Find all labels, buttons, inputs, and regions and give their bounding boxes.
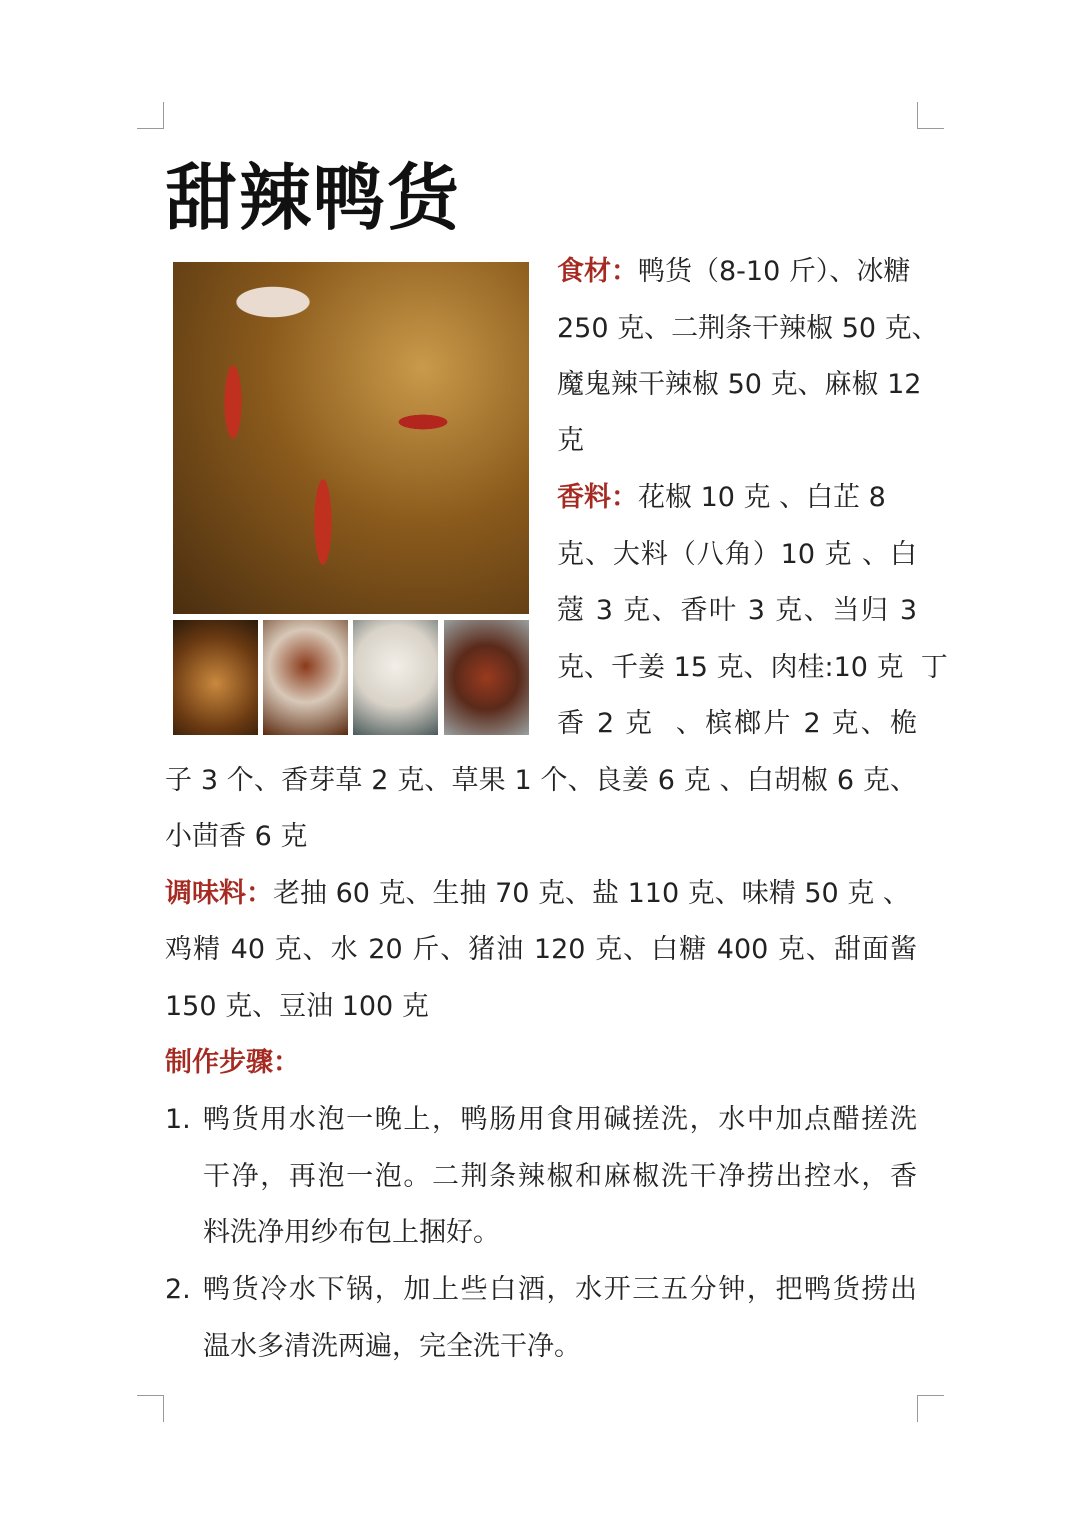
ingredients-line: 食材：鸭货（8-10 斤）、冰糖 [557, 256, 911, 287]
ingredients-label: 食材： [557, 256, 638, 287]
step-line: 鸭货冷水下锅，加上些白酒，水开三五分钟，把鸭货捞出 [203, 1274, 917, 1305]
ingredients-line: 魔鬼辣干辣椒 50 克、麻椒 12 [557, 369, 922, 400]
ingredients-line: 克 [557, 425, 584, 456]
duck-dish-photo [173, 262, 529, 614]
steps-heading: 制作步骤： [165, 1047, 300, 1078]
page-corner-mark [137, 102, 164, 129]
step-line: 料洗净用纱布包上捆好。 [203, 1217, 500, 1248]
step-line: 温水多清洗两遍，完全洗干净。 [203, 1331, 581, 1362]
step-number: 1. [165, 1104, 191, 1135]
spices-label: 香料： [557, 482, 638, 513]
cooking-step-photo [173, 620, 258, 735]
page-corner-mark [917, 102, 944, 129]
spices-line: 香 2 克 、槟榔片 2 克、桅 [557, 708, 917, 739]
cooking-step-photo [444, 620, 529, 735]
spices-line: 小茴香 6 克 [165, 821, 308, 852]
spices-line: 蔻 3 克、香叶 3 克、当归 3 [557, 595, 917, 626]
page-title: 甜辣鸭货 [165, 156, 462, 240]
spices-line: 克、千姜 15 克、肉桂:10 克 丁 [557, 652, 948, 683]
spices-line: 香料：花椒 10 克 、白芷 8 [557, 482, 886, 513]
step-number: 2. [165, 1274, 191, 1305]
spices-line: 克、大料（八角）10 克 、白 [557, 539, 917, 570]
cooking-step-photo [353, 620, 438, 735]
seasoning-label: 调味料： [165, 878, 273, 909]
seasoning-line: 150 克、豆油 100 克 [165, 991, 429, 1022]
page-corner-mark [917, 1395, 944, 1422]
page-corner-mark [137, 1395, 164, 1422]
step-line: 干净，再泡一泡。二荆条辣椒和麻椒洗干净捞出控水，香 [203, 1161, 917, 1192]
seasoning-line: 鸡精 40 克、水 20 斤、猪油 120 克、白糖 400 克、甜面酱 [165, 934, 917, 965]
cooking-step-photo [263, 620, 348, 735]
spices-line: 子 3 个、香芽草 2 克、草果 1 个、良姜 6 克 、白胡椒 6 克、 [165, 765, 917, 796]
seasoning-line: 调味料：老抽 60 克、生抽 70 克、盐 110 克、味精 50 克 、 [165, 878, 910, 909]
step-line: 鸭货用水泡一晚上，鸭肠用食用碱搓洗，水中加点醋搓洗 [203, 1104, 917, 1135]
ingredients-line: 250 克、二荆条干辣椒 50 克、 [557, 313, 939, 344]
